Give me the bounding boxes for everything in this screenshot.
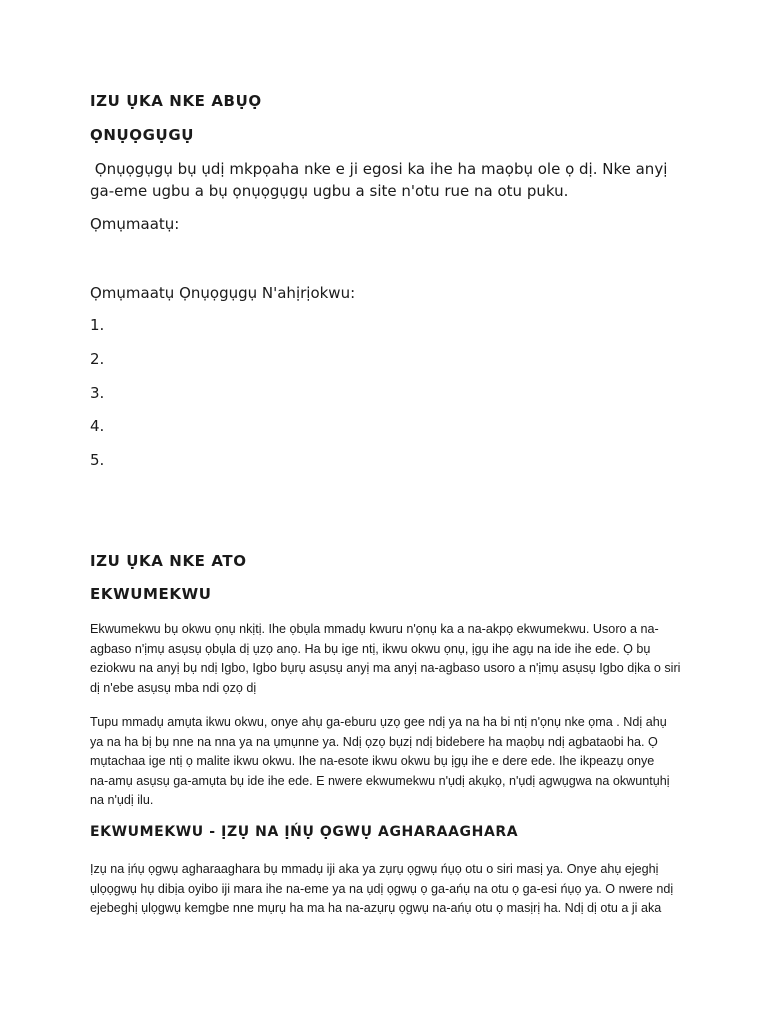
section-heading: IZU ỤKA NKE ATO — [90, 552, 247, 570]
paragraph-line: na-amụ asụsụ ga-amụta bụ ide ihe ede. E nwere ekwumekwu n'ụdị akụkọ, n'ụdị agwụgwa na okwuntụhị — [90, 773, 670, 788]
paragraph-line: ejebeghị ụlọgwụ kemgbe nne mụrụ ha ma ha na-azụrụ ọgwụ na-ańụ otu ọ masịrị ha. Ndị dị otu a ji aka — [90, 901, 662, 915]
paragraph — [90, 860, 680, 919]
paragraph-line: mụtachaa ige ntị ọ malite ikwu okwu. Ihe na-esote ikwu okwu bụ ịgụ ihe e dere ede. Ihe ikpeazụ onye — [90, 754, 655, 768]
paragraph — [90, 713, 680, 811]
example-label: Ọmụmaatụ: — [90, 215, 180, 233]
paragraph-line: dị n'ebe asụsụ mba ndi ọzọ dị — [90, 680, 257, 695]
paragraph-line: eziokwu na anyị bụ ndị Igbo, Igbo bụrụ asụsụ anyị ma anyị na-agbaso usoro a n'ịmụ asụsụ Igbo dịka o siri — [90, 661, 681, 675]
paragraph-line: Ekwumekwu bụ okwu ọnụ nkịtị. Ihe ọbụla mmadụ kwuru n'ọnụ ka a na-akpọ ekwumekwu. Usoro a na- — [90, 622, 659, 636]
paragraph-line: na n'ụdị ilu. — [90, 793, 154, 807]
paragraph-line: ya na ha bị bụ nne na nna ya na ụmụnne ya. Ndị ọzọ bụzị ndị bidebere ha maọbụ ndị agbataobi ha. Ọ — [90, 734, 658, 749]
list-number: 4. — [90, 417, 105, 435]
exercise-label: Ọmụmaatụ Ọnụọgụgụ N'ahịrịokwu: — [90, 284, 356, 302]
section-subheading: EKWUMEKWU - ỊZỤ NA ỊŃỤ ỌGWỤ AGHARAAGHARA — [90, 824, 519, 840]
paragraph-line: Ịzụ na ịńụ ọgwụ agharaaghara bụ mmadụ iji aka ya zụrụ ọgwụ ńụọ otu o siri masị ya. Onye ahụ ejeghị — [90, 862, 659, 876]
list-number: 3. — [90, 384, 105, 402]
paragraph-line: Tupu mmadụ amụta ikwu okwu, onye ahụ ga-eburu ụzọ gee ndị ya na ha bi ntị n'ọnụ nke ọma . Ndị ahụ — [90, 715, 667, 729]
paragraph-line: ga-eme ugbu a bụ ọnụọgụgụ ugbu a site n'otu rue na otu puku. — [90, 182, 569, 200]
paragraph — [90, 158, 667, 202]
paragraph-line: agbaso n'ịmụ asụsụ ọbụla dị ụzọ anọ. Ha bụ ige ntị, ikwu okwu ọnụ, ịgụ ihe agụ na ide ihe ede. Ọ bụ — [90, 641, 651, 656]
section-subheading: ỌNỤỌGỤGỤ — [90, 126, 195, 144]
list-number: 5. — [90, 451, 105, 469]
list-number: 2. — [90, 350, 105, 368]
section-heading: IZU ỤKA NKE ABỤỌ — [90, 92, 262, 110]
paragraph-line: ụlọọgwụ hụ dibịa oyibo iji mara ihe na-eme ya na ụdị ọgwụ ọ ga-ańụ na otu ọ ga-esi ńụọ ya. O nwere ndị — [90, 881, 674, 896]
section-subheading: EKWUMEKWU — [90, 585, 212, 603]
paragraph-line: Ọnụọgụgụ bụ ụdị mkpọaha nke e ji egosi ka ihe ha maọbụ ole ọ dị. Nke anyị — [90, 160, 668, 178]
list-number: 1. — [90, 316, 105, 334]
paragraph — [90, 620, 680, 698]
